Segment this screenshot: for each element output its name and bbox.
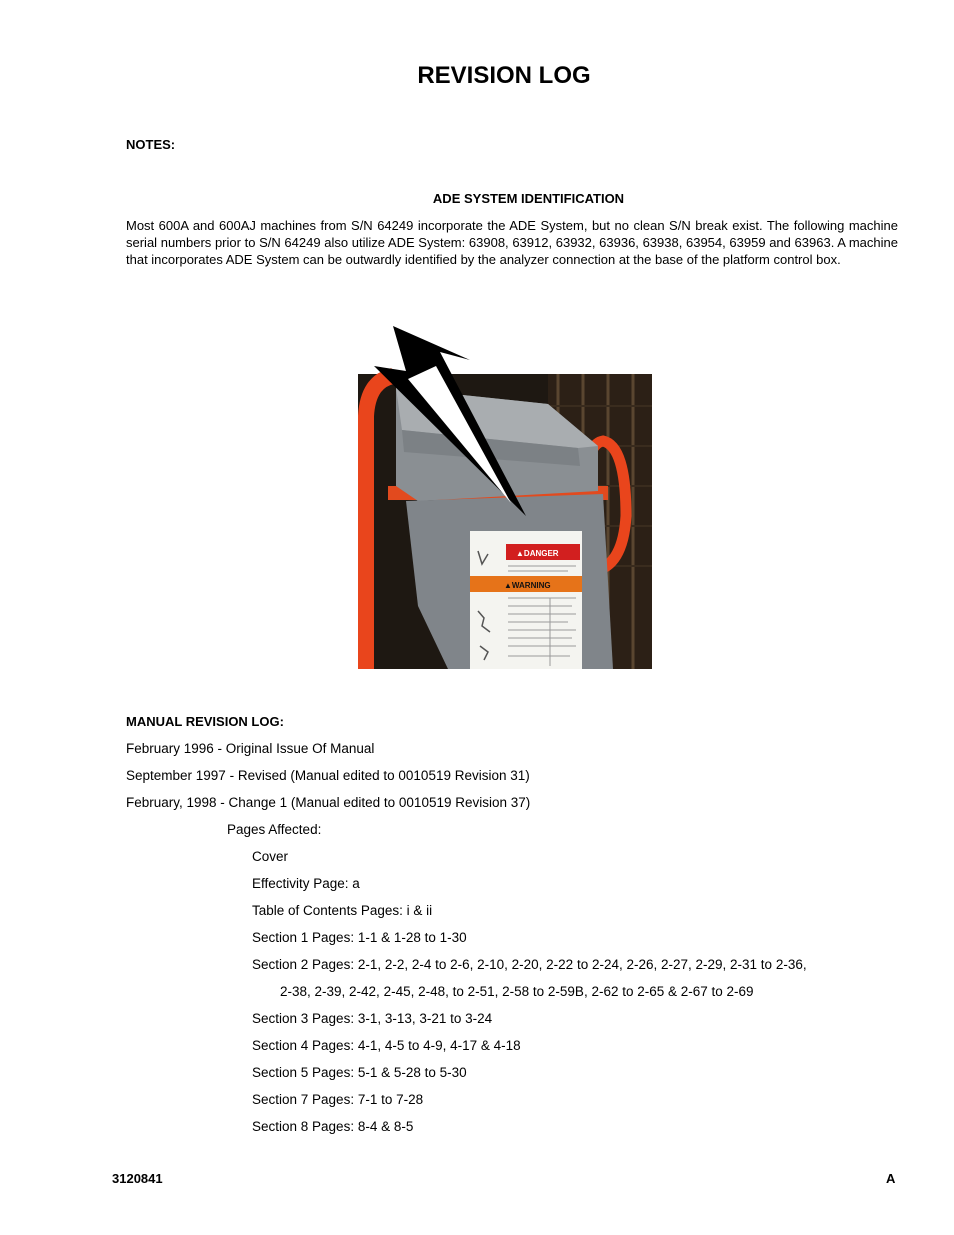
affected-page-item: Section 7 Pages: 7-1 to 7-28 <box>252 1092 424 1107</box>
revision-log-heading: MANUAL REVISION LOG: <box>126 714 284 729</box>
affected-page-item: Table of Contents Pages: i & ii <box>252 903 433 918</box>
affected-page-item: Section 2 Pages: 2-1, 2-2, 2-4 to 2-6, 2-10, 2-20, 2-22 to 2-24, 2-26, 2-27, 2-29, 2-31 to 2-36, <box>252 957 807 972</box>
pages-affected-label: Pages Affected: <box>227 822 322 837</box>
affected-page-item: Cover <box>252 849 289 864</box>
ade-heading: ADE SYSTEM IDENTIFICATION <box>432 191 625 206</box>
ade-body-text: Most 600A and 600AJ machines from S/N 64249 incorporate the ADE System, but no clean S/N break exist. The following machine serial numbers prior to S/N 64249 also utilize ADE System: 63908, 63912, 63932, 63936, 63938, 63954, 63959 and 63963. A machine that incorporates ADE System can be outwardly identified by the analyzer connection at the base of the platform control box. <box>126 218 898 267</box>
document-number: 3120841 <box>112 1171 163 1186</box>
affected-page-item: Section 8 Pages: 8-4 & 8-5 <box>252 1119 414 1134</box>
notes-label: NOTES: <box>126 137 176 152</box>
revision-entry: February 1996 - Original Issue Of Manual <box>126 741 375 756</box>
ade-identification-photo <box>358 326 652 669</box>
revision-entry: February, 1998 - Change 1 (Manual edited to 0010519 Revision 37) <box>126 795 531 810</box>
warning-decal-label: ▲WARNING <box>504 581 551 590</box>
danger-decal-label: ▲DANGER <box>516 549 559 558</box>
affected-page-item-continued: 2-38, 2-39, 2-42, 2-45, 2-48, to 2-51, 2-58 to 2-59B, 2-62 to 2-65 & 2-67 to 2-69 <box>280 984 754 999</box>
affected-page-item: Section 5 Pages: 5-1 & 5-28 to 5-30 <box>252 1065 467 1080</box>
affected-page-item: Section 3 Pages: 3-1, 3-13, 3-21 to 3-24 <box>252 1011 493 1026</box>
page-letter: A <box>886 1171 896 1186</box>
affected-page-item: Section 4 Pages: 4-1, 4-5 to 4-9, 4-17 & 4-18 <box>252 1038 521 1053</box>
affected-page-item: Effectivity Page: a <box>252 876 360 891</box>
revision-entry: September 1997 - Revised (Manual edited to 0010519 Revision 31) <box>126 768 530 783</box>
affected-page-item: Section 1 Pages: 1-1 & 1-28 to 1-30 <box>252 930 467 945</box>
page-title: REVISION LOG <box>417 62 591 89</box>
